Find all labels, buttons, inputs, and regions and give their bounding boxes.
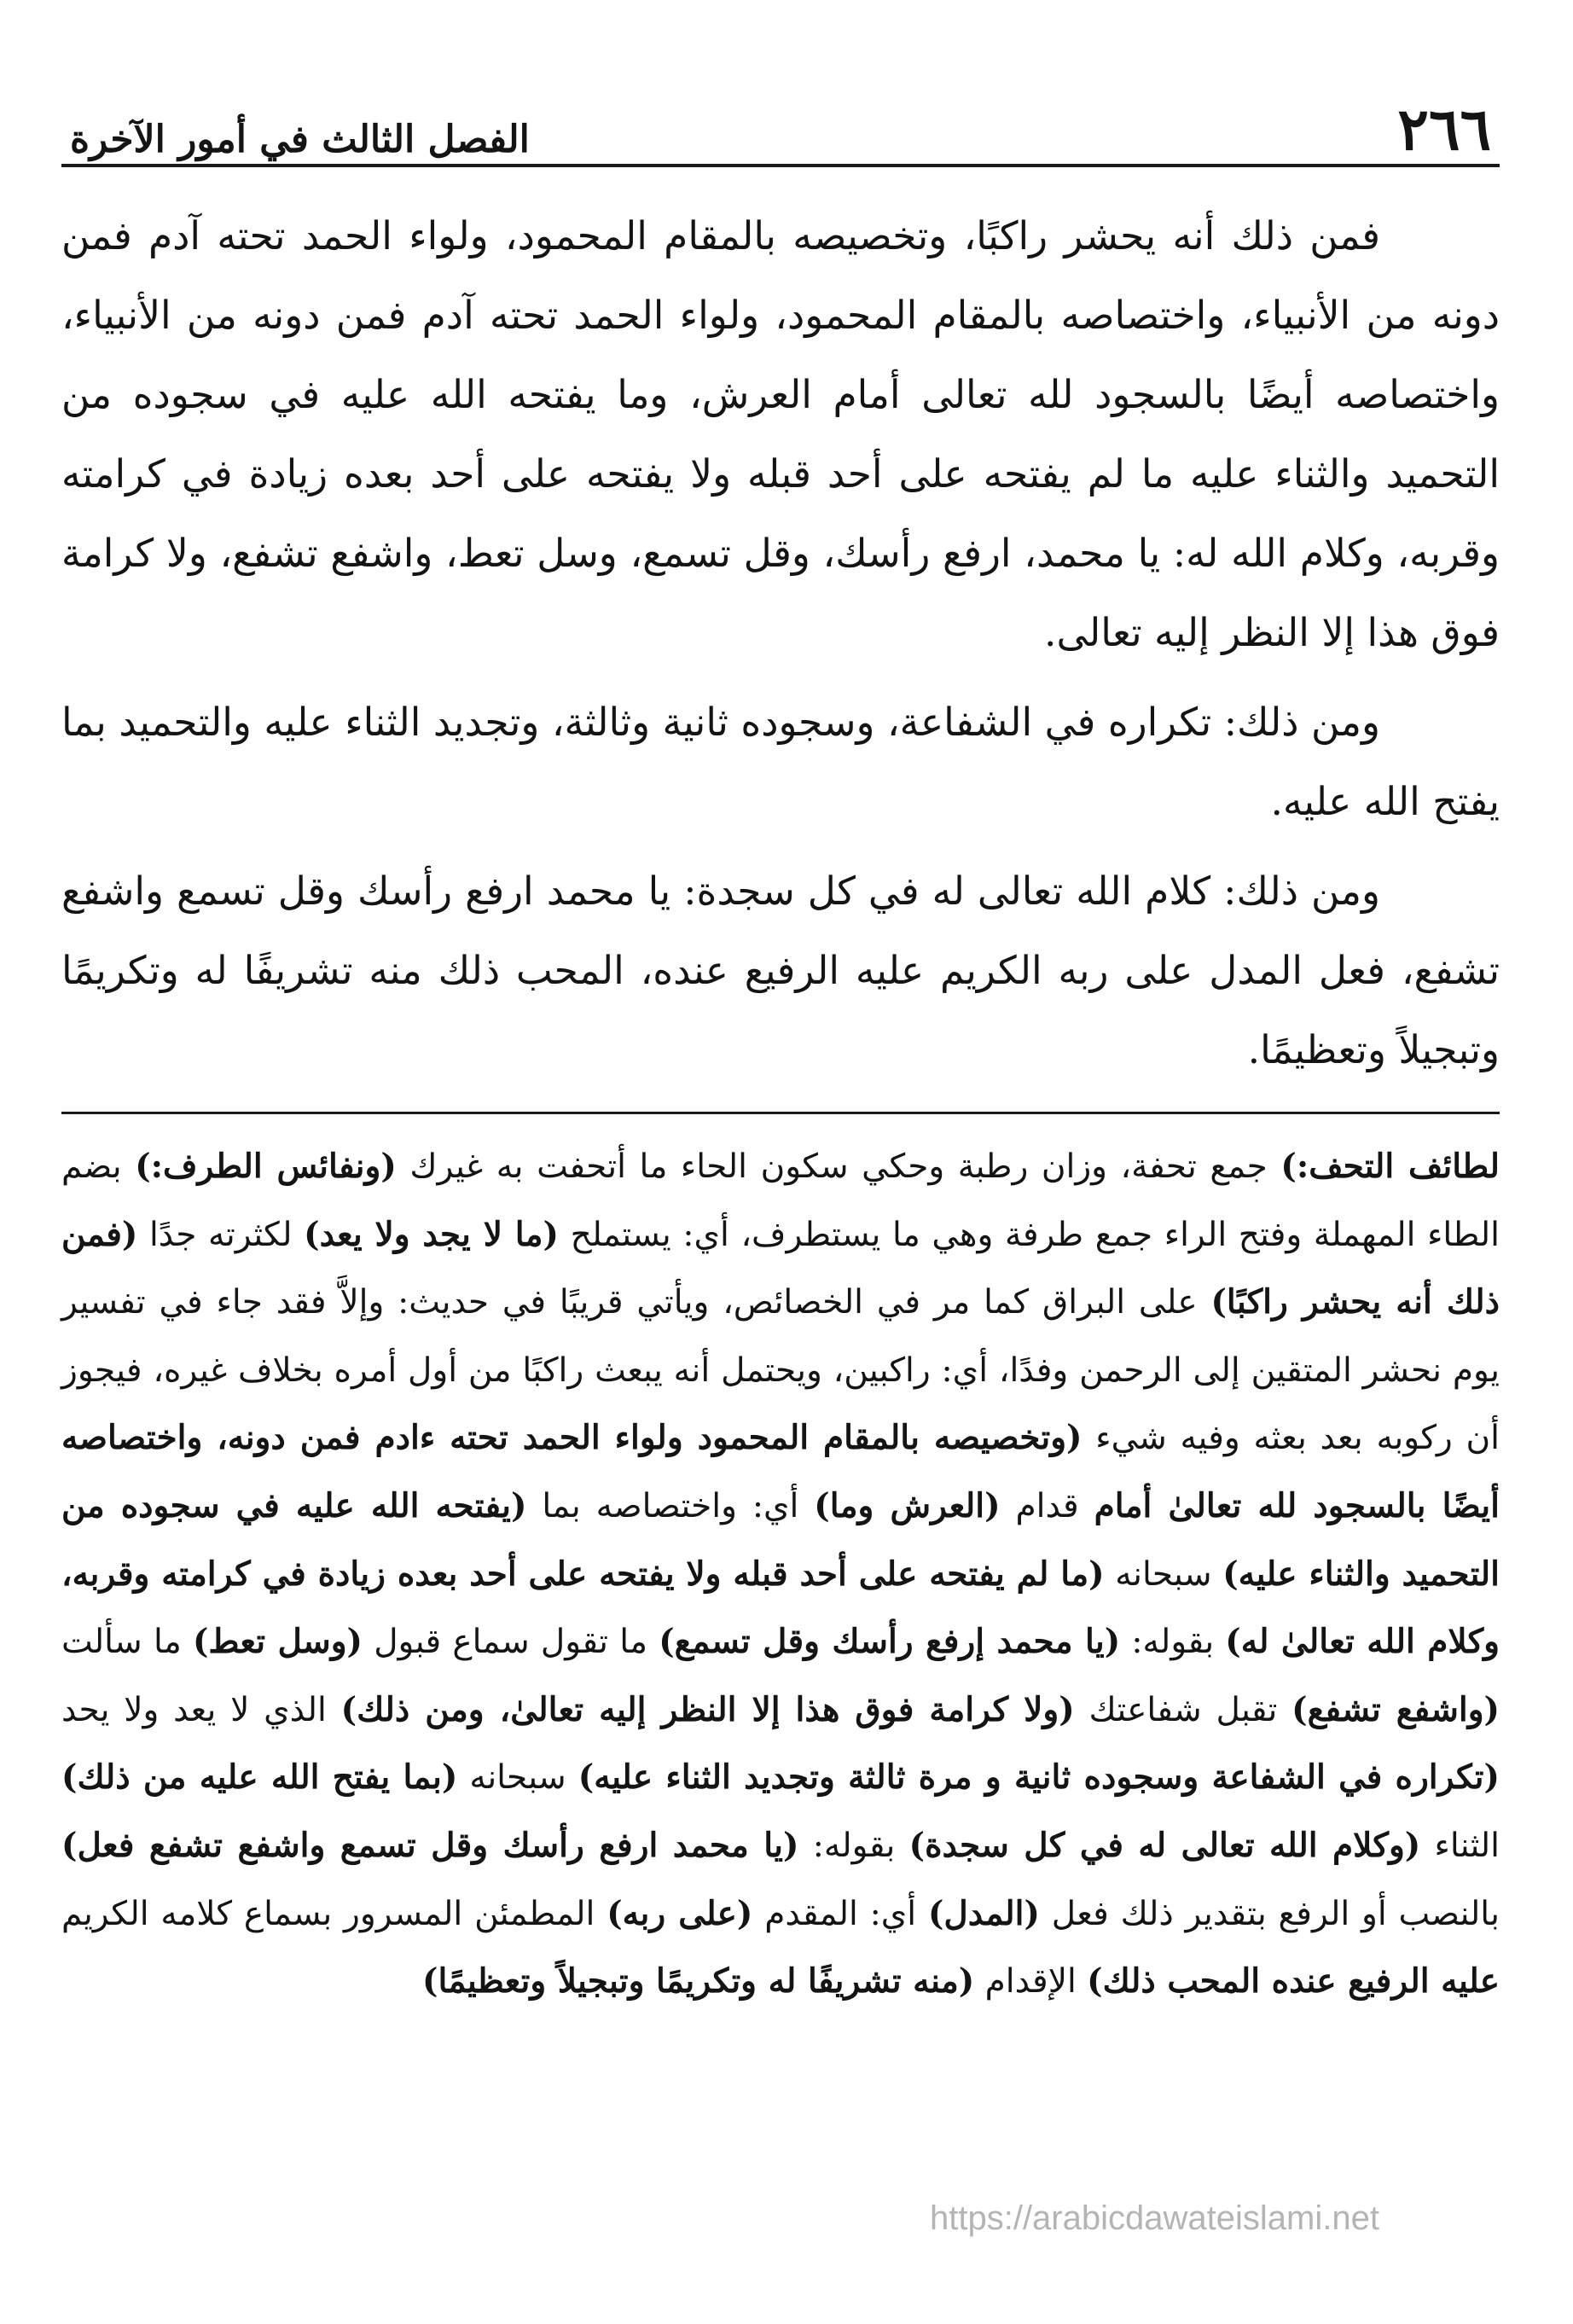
main-text — [61, 196, 1500, 1089]
quoted-text-segment: (ما لا يجد ولا يعد) — [304, 1214, 560, 1254]
quoted-text-segment: لطائف التحف:) — [1280, 1147, 1500, 1186]
quoted-text-segment: (العرش وما) — [814, 1485, 1001, 1525]
quoted-text-segment: (يفتحه الله عليه في سجوده من التحميد والثناء عليه) — [61, 1485, 1500, 1594]
quoted-text-segment: (منه تشريفًا له وتكريمًا وتبجيلاً وتعظيمًا) — [422, 1961, 975, 2002]
quoted-text-segment: (فمن ذلك أنه يحشر راكبًا) — [61, 1214, 1500, 1322]
commentary-segment: تقبل شفاعتك — [1074, 1690, 1292, 1729]
quoted-text-segment: (ما لم يفتحه على أحد قبله ولا يفتحه على أحد بعده زيادة في كرامته وقربه، وكلام الله تعالىٰ له) — [61, 1554, 1500, 1662]
quoted-text-segment: (المدل) — [927, 1893, 1040, 1933]
commentary-segment: على البراق كما مر في الخصائص، ويأتي قريبًا في حديث: وإلاَّ فقد جاء في تفسير يوم نحشر المتقين إلى الرحمن وفدًا، أي: راكبين، ويحتمل أنه يبعث راكبًا من أول أمره بخلاف غيره، فيجوز أن ركوبه بعد بعثه وفيه شيء — [61, 1283, 1500, 1458]
quoted-text-segment: (واشفع تشفع) — [1291, 1689, 1500, 1729]
commentary-segment: ما تقول سماع قبول — [363, 1623, 659, 1662]
commentary-segment: الإقدام — [974, 1962, 1088, 2002]
quoted-text-segment: (يا محمد إرفع رأسك وقل تسمع) — [659, 1622, 1121, 1662]
commentary-segment: بضم الطاء المهملة وفتح الراء جمع طرفة وهي ما يستطرف، أي: يستملح — [61, 1147, 1500, 1254]
book-page — [61, 82, 1500, 2300]
quoted-text-segment: (ولا كرامة فوق هذا إلا النظر إليه تعالىٰ، ومن ذلك) — [340, 1689, 1075, 1729]
quoted-text-segment: عليه الرفيع عنده المحب ذلك) — [1087, 1961, 1500, 2002]
quoted-text-segment: (وسل تعط) — [192, 1622, 363, 1662]
commentary-segment: أي: المقدم — [752, 1894, 928, 1933]
main-paragraph: ومن ذلك: كلام الله تعالى له في كل سجدة: يا محمد ارفع رأسك وقل تسمع واشفع تشفع، فعل المدل على ربه الكريم عليه الرفيع عنده، المحب ذلك منه تشريفًا له وتكريمًا وتبجيلاً وتعظيمًا. — [61, 869, 1500, 1072]
page-number: ٢٦٦ — [1397, 96, 1491, 164]
commentary-segment: بقوله: — [798, 1826, 909, 1865]
main-paragraph: ومن ذلك: تكراره في الشفاعة، وسجوده ثانية وثالثة، وتجديد الثناء عليه والتحميد بما يفتح الله عليه. — [61, 700, 1500, 824]
commentary-segment: بقوله: — [1120, 1623, 1226, 1662]
quoted-text-segment: (ونفائس الطرف:) — [135, 1147, 397, 1186]
commentary-segment: جمع تحفة، وزان رطبة وحكي سكون الحاء ما أتحفت به غيرك — [396, 1147, 1281, 1186]
quoted-text-segment: (على ربه) — [607, 1893, 753, 1933]
commentary-paragraph — [61, 1133, 1500, 2016]
commentary-segment: ما سألت — [61, 1623, 193, 1662]
watermark-url: https://arabicdawateislami.net — [930, 2199, 1379, 2237]
quoted-text-segment: (بما يفتح الله عليه من ذلك) — [61, 1758, 458, 1798]
commentary-segment: سبحانه — [457, 1758, 578, 1798]
commentary-notes — [61, 1133, 1500, 2016]
commentary-segment: الذي لا يعد ولا يحد — [61, 1690, 341, 1729]
quoted-text-segment: (تكراره في الشفاعة وسجوده ثانية و مرة ثالثة وتجديد الثناء عليه) — [578, 1758, 1500, 1798]
commentary-segment: أي: واختصاصه بما — [526, 1486, 815, 1525]
quoted-text-segment: (وكلام الله تعالى له في كل سجدة) — [908, 1825, 1421, 1865]
running-header — [61, 82, 1500, 167]
commentary-segment: المطمئن المسرور بسماع كلامه الكريم — [61, 1894, 607, 1933]
footnote-divider — [61, 1112, 1500, 1114]
commentary-segment: بالنصب أو الرفع بتقدير ذلك فعل — [1039, 1894, 1500, 1933]
quoted-text-segment: (يا محمد ارفع رأسك وقل تسمع واشفع تشفع فعل) — [61, 1825, 799, 1865]
commentary-segment: لكثرته جدًا — [137, 1215, 305, 1254]
commentary-segment: الثناء — [1420, 1826, 1500, 1865]
main-paragraph: فمن ذلك أنه يحشر راكبًا، وتخصيصه بالمقام المحمود، ولواء الحمد تحته آدم فمن دونه من الأنبياء، واختصاصه بالمقام المحمود، ولواء الحمد تحته آدم فمن دونه من الأنبياء، واختصاصه أيضًا بالسجود لله تعالى أمام العرش، وما يفتحه الله عليه في سجوده من التحميد والثناء عليه ما لم يفتحه على أحد قبله ولا يفتحه على أحد بعده زيادة في كرامته وقربه، وكلام الله له: يا محمد، ارفع رأسك، وقل تسمع، وسل تعط، واشفع تشفع، ولا كرامة فوق هذا إلا النظر إليه تعالى. — [61, 213, 1500, 655]
commentary-segment: قدام — [1000, 1486, 1094, 1525]
quoted-text-segment: (وتخصيصه بالمقام المحمود ولواء الحمد تحته ءادم فمن دونه، واختصاصه أيضًا بالسجود لله تعالىٰ أمام — [61, 1418, 1500, 1525]
running-title: الفصل الثالث في أمور الآخرة — [70, 118, 530, 161]
commentary-segment: سبحانه — [1104, 1554, 1223, 1594]
